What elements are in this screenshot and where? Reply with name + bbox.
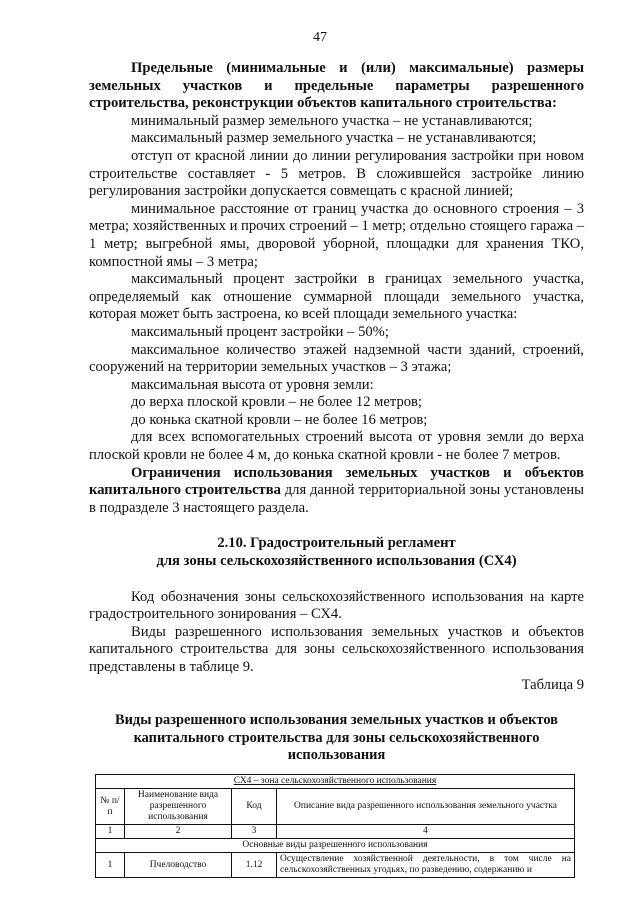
paragraph: максимальная высота от уровня земли: <box>131 376 374 393</box>
zoning-table <box>95 774 575 878</box>
table-title: Виды разрешенного использования земельных участков и объектов капитального строительства для зоны сельскохозяйственного использования <box>115 712 558 763</box>
row-code: 1.12 <box>232 853 277 878</box>
column-number-row <box>96 825 575 839</box>
restrictions-rest: для данной территориальной зоны установлены в подразделе 3 настоящего раздела. <box>89 482 584 516</box>
paragraph: отступ от красной линии до линии регулирования застройки при новом строительстве составляет - 5 метров. В сложившейся застройке линию регулирования застройки допускается совмещать с красной линией; <box>89 147 584 200</box>
section-title-line-1: 2.10. Градостроительный регламент <box>217 535 456 552</box>
paragraph: минимальный размер земельного участка – не устанавливаются; <box>131 112 533 129</box>
col-number: 2 <box>125 825 232 839</box>
document-body <box>89 60 584 878</box>
section-title-line-2: для зоны сельскохозяйственного использования (СХ4) <box>156 553 517 570</box>
table-header-row <box>96 789 575 825</box>
row-num: 1 <box>96 853 125 878</box>
table-label: Таблица 9 <box>521 676 584 693</box>
restrictions-bold: Ограничения использования земельных участков и объектов капитального строительства <box>89 464 584 499</box>
paragraph: до конька скатной кровли – не более 16 метров; <box>131 411 428 428</box>
row-name: Пчеловодство <box>125 853 232 878</box>
table-row <box>96 853 575 878</box>
paragraph: максимальное количество этажей надземной части зданий, строений, сооружений на территории земельных участков – 3 этажа; <box>89 341 584 376</box>
types-paragraph: Виды разрешенного использования земельных участков и объектов капитального строительства для зоны сельскохозяйственного использования представлены в таблице 9. <box>89 623 584 675</box>
paragraph: максимальный процент застройки в границах земельного участка, определяемый как отношение суммарной площади земельного участка, которая может быть застроена, ко всей площади земельного участка: <box>89 271 584 323</box>
paragraph: до верха плоской кровли – не более 12 метров; <box>131 394 422 411</box>
header-name: Наименование вида разрешенного использования <box>125 789 232 825</box>
col-number: 1 <box>96 825 125 839</box>
col-number: 4 <box>277 825 575 839</box>
col-number: 3 <box>232 825 277 839</box>
code-paragraph: Код обозначения зоны сельскохозяйственного использования на карте градостроительного зонирования – СХ4. <box>89 588 584 623</box>
page-number: 47 <box>313 30 327 45</box>
section-row: Основные виды разрешенного использования <box>96 839 575 853</box>
paragraph: минимальное расстояние от границ участка до основного строения – 3 метра; хозяйственных и прочих строений – 1 метр; отдельно стоящего гаража – 1 метр; выгребной ямы, дворовой уборной, площадки для хранения ТКО, компостной ямы – 3 метра; <box>89 200 584 270</box>
header-num: № п/п <box>96 789 125 825</box>
row-description: Осуществление хозяйственной деятельности, в том числе на сельскохозяйственных угодьях, по разведению, содержанию и <box>277 853 575 878</box>
restrictions-paragraph <box>89 465 584 518</box>
table-caption: СХ4 – зона сельскохозяйственного использования <box>96 775 575 789</box>
header-code: Код <box>232 789 277 825</box>
header-description: Описание вида разрешенного использования земельного участка <box>277 789 575 825</box>
paragraph: максимальный размер земельного участка – не устанавливаются; <box>131 130 537 147</box>
paragraph: максимальный процент застройки – 50%; <box>131 323 389 340</box>
paragraph: для всех вспомогательных строений высота от уровня земли до верха плоской кровли не более 4 м, до конька скатной кровли - не более 7 метров. <box>89 429 584 464</box>
limits-heading: Предельные (минимальные и (или) максимальные) размеры земельных участков и предельные параметры разрешенного строительства, реконструкции объектов капитального строительства: <box>89 60 584 112</box>
